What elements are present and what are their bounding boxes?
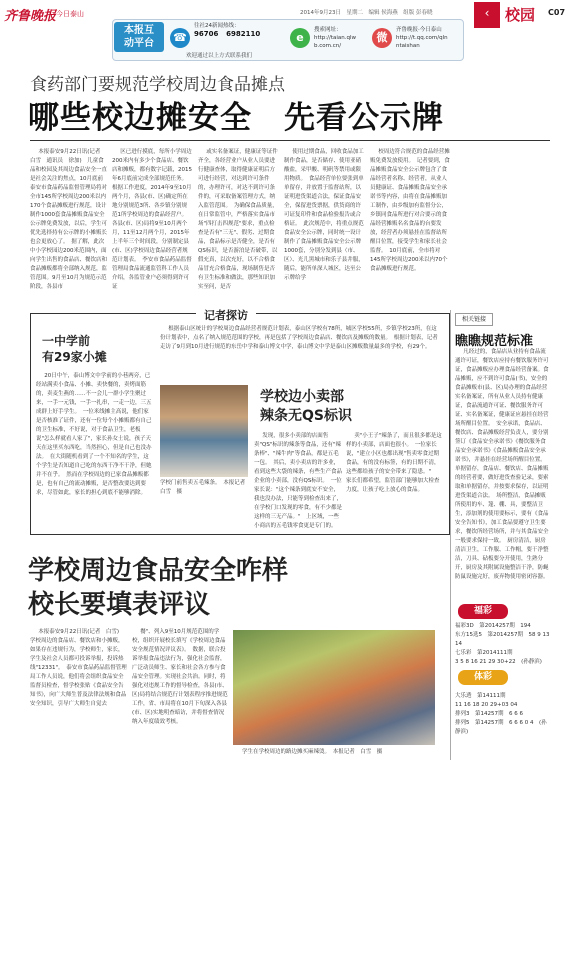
divider — [30, 140, 550, 141]
weibo-url-line2[interactable]: ntaishan — [396, 43, 420, 49]
photo1-caption: 学校门前售卖五毛辣条。 本报记者 白雪 摄 — [160, 480, 251, 495]
edition-name: 今日泰山 — [56, 10, 84, 18]
newspaper-logo: 齐鲁晚报 — [4, 9, 57, 24]
hotline-number-2: 6982110 — [226, 30, 261, 38]
article1-column-2-text: 区已进行摸底，每所小学周边200米内有多少个食品店、餐饮店和摊贩，都有数字记载，2015年6月底前完成全部规范任务。 根据工作进度，2014年9至10月两个月，各县(市、区)确定所在地分别规范3所、各乡镇分别规范1所学校周边的食品经营户。各县(市、区)局将9至10月两个月，11至12月两个月，2015年上半年三个时间段，分别制定县(市、区)学校周边食品经营者规范计划表。 李安市食品药品监督管理局食品流通监管科工作人员介绍，各监管业户必须得到许可证 — [112, 149, 192, 290]
article1-column-3 — [198, 148, 278, 304]
article1-column-5-text: 校周边符合规范的食品经营摊贩免费发放使用。 记者要到，食品摊贩食品安全公示牌包含了食品经营者名称、经营者，从业人员健康证、食品摊贩食品安全承诺书等内容，由将在食品摊贩加工制作，由乡级加有监督分公，乡镇同食品所进行对合要示的食品经营摊贩名名食品的台要发放，经营者办须悬挂在监督站所醒目位置，接受学生和家长社会监督。 10月底前，全市将对145所学校周边200米以内70个食品摊贩进行规范。 — [370, 149, 450, 272]
weibo-icon: 微 — [372, 28, 392, 48]
article2-column-1 — [30, 628, 128, 760]
related-links-tab: 相关链接 — [455, 313, 493, 326]
sidebar-text-body: 凡经过的，食品店从业持有食品流通许可证，餐饮店应持有餐饮服务许可证，食品摊贩应办理食品经营备案。食品摊贩，应不到许可食品(书)，安全的食品摊贩市(县、区)局办理的食品经营实名备案证，所有从业人员持有健康证，食品流通许可证、餐饮服务许可证、实名备案证，健康证应悬挂在经营场所醒目位置。 安全承诺，食品店、餐饮店、食品摊贩经营负责人，要分别签订《食品安全承诺书》《餐饮服务食品安全承诺书》《食品摊贩食品安全承诺书》，并悬挂在经营场所醒目位置。 单据留存，食品店、餐饮店、食品摊贩的经营者要，做好进货查验记录，要索取和单据留存，并按要求保存，以证明进货渠道合法。 场所整洁，食品摊贩所使用的车、篷、棚、具，要整洁卫生，添加剂的使用要标示，要有《食品安全告知书》，加工食品要遵守卫生要求，餐饮所经营场所，并与其食品安全一般要求保持一致。 厨房清洁，厨房清洁卫生，工作服、工作帽，要干净整洁，刀具、砧板要分开使用，生熟分开，厨房及其附属设施整洁干净，防蝇防鼠设施完好，废弃物使用密闭容器。 — [455, 349, 549, 580]
box-subcolumn-1-text: 发现，很多小卖部的店面售卖"QS"标识的辣条等食品，还有"辣条棒"、"辣牛肉"等食品，都是五毛一包。 其后，卖小卖店的许多业，看到这些大袋的辣条，有些生产食品企业的小卖部，没有QS标识。 一位家长说："这个辣条到底安不安全，我也没办法，只能等到检查出来了，在学校门口发现的零食，有不少都是这样的三无产品。" 上区域，一些小商店的五毛钱零食更是专门的。 — [254, 433, 342, 528]
article1-column-5 — [370, 148, 450, 304]
box-column-1-text: 20日中午，泰山博文中学前的小巷两旁，已经站满卖小食品、小摊、卖快餐的，卖烤面筋的，卖麦生燕的……不一会儿一群小学生聚过来，一手一元钱，一手一扎串，一走一边，三五成群上好手学生。 一位米线摊主高说，他们家是否核准了证件，还有一位每个小摊贩都有自己的卫生标准，不好说，对于食品卫生，老板说"怎么样就看人家了"，家长孙女士说，孩子天天在这里买东西吃，当然担心，但是自己也没办法。 在大街随机看到了一个不知名的学生，这个学生是否知道自己吃的东西干净不干净，但她并不在乎。 然而在学校周边的已家食品摊贩都是，也有自己的流动摊贩，是否整改要达到要求，尽管如此，家长的担心到底不能够消除。 — [36, 373, 152, 496]
search-label: 搜索网址： — [314, 27, 342, 33]
box-column-title-line2: 有29家小摊 — [42, 350, 107, 364]
article1-column-1-text: 本报泰安9月22日讯(记者 白雪 通讯员 徐加) 儿童食品和校园及其周边食品安全一直是社会关注的焦点，10月底前泰安市食品药品监督管理局将对全市145所学校周边200米以内170个食品摊贩进行规范，设计制作1000套食品摊贩食品安全公示牌免费发放，以后，学生可优先选择持有公示牌的小摊贩长也会更放心了。 据了解，此次中小学校园边200米范围内，面向学生出售的食品店、餐饮店和食品摊贩都将全部纳入规范，监管范围。9月至10月为规范示范阶段，各县市 — [30, 149, 107, 290]
welfare-lottery-logo: 福彩 — [458, 604, 508, 619]
article1-column-2 — [112, 148, 192, 304]
box-subcolumn-2 — [346, 432, 442, 528]
chevron-left-icon: ‹ — [484, 6, 490, 20]
article2-headline-line2: 校长要填表评议 — [28, 590, 211, 620]
article1-kicker: 食药部门要规范学校周边食品摊点 — [30, 75, 285, 95]
article2-headline — [28, 554, 288, 622]
lottery2-line4: 排列5 第14257期 6 6 6 0 4 (孙静滨) — [455, 720, 547, 735]
sidebar-title: 瞧瞧规范标准 — [455, 334, 534, 349]
article2-column-1-text: 本报泰安9月22日讯(记者 白雪) 学校周边的食品店、餐饮店和小摊贩，如果存在违规行为，学校师生，家长，学生及社会人员都可投诉举报，投诉热线"12331"。 泰安市食品药品监督管理局工作人员说，他们将会组织食品安全监督员检查，督学校张贴《食品安全告知书》，向广大师生普及法律法规和食品安全知识，引导广大师生自觉去 — [30, 629, 127, 707]
weibo-block — [396, 26, 448, 50]
platform-footer: 欢迎通过以上方式联系我们 — [186, 53, 253, 59]
box-subhead-line2: 辣条无QS标识 — [260, 408, 352, 424]
article1-column-3-text: 或实名备案证，健康证等证件齐全，各经营业户从业人员要进行健康查体，取得健康证明后方可进行经营，对达到许可条件的，办理许可，对达不到许可条件的，可采取备案管理方式，纳入监管范围。 为确保食品质量，在日常监管中，严格落实食品市场"四打击四规范"要求，重点检查是否有"三无"、假劣、过期食品，食品标示是否健全，是否有QS标识，是否游泊是否破带，以假充真，以次充好，以不合格食品冒充合格食品，现场制售是否有卫生标准和做法，那些知识加实至问，是否 — [198, 149, 278, 290]
box-lead — [160, 325, 442, 381]
search-url-block — [314, 26, 356, 50]
page-number: C07 — [548, 8, 566, 17]
phone-icon: ☎ — [170, 28, 190, 48]
box-lead-text: 根据泰山区统计的学校周边食品经营者规范计划表，泰山区学校有78所，城区学校55所，乡镇学校23所，在这份计划表中，点名了纳入规范范围的学校，再是包括了学校周边食品店、餐饮店及摊贩的数量。 根据计划表，记者走访了9月到10月进行规范的东岳中学和泰山博文中学，泰山博文中学是泰山区摊贩数量最多的学校，有29个。 — [160, 326, 438, 350]
article1-column-6 — [456, 148, 548, 304]
article2-column-2-text: 餐"、列入9至10月规范范围的学校，组织开展校长填写《学校周边食品安全规范情况评议表》。 数据，联合投诉举报食品违法行为，强化社会监督，广泛动员师生、家长和社会各方参与食品安全管理。实现社会共治。同时，将强化对违规工作的督导检查，各县(市、区)局将结合规范行计划表程序推进规范工作，省、市局将在10月下旬深入各县(市、区)实地明查暗访，并将督查情况纳入年度绩效考核。 — [132, 629, 228, 725]
lottery2-line1: 大乐透 第14111期 — [455, 693, 506, 699]
search-url-line2[interactable]: b.com.cn/ — [314, 43, 342, 49]
box-subhead-line1: 学校边小卖部 — [260, 389, 344, 405]
lottery2-line2: 11 16 18 20 29+03 04 — [455, 702, 518, 708]
browser-e-icon: e — [290, 28, 310, 48]
article2-column-2 — [132, 628, 228, 760]
box-column-title-line1: 一中学前 — [42, 334, 91, 348]
lottery1-line4: 3 5 8 16 21 29 30+22 (孙静滨) — [455, 659, 542, 665]
search-url-line1[interactable]: http://taian.qlw — [314, 35, 357, 41]
platform-title-line1: 本报互 — [124, 25, 154, 36]
dateline: 2014年9月23日 星期二 编辑 侯海燕 组版 彭春晓 — [300, 10, 433, 16]
article1-column-1 — [30, 148, 107, 304]
box-subcolumn-2-text: 卖"小王子"辣条了，而且很多都是这样的小卖部，店面也很小。 一位家长说，"建立小区也都出现"售卖零食过期食品，有的没有标签，有的日期不清，这些都给孩子的安全带来了隐患。" 家长们都希望，监管部门能够加大检查力度，让孩子吃上放心的食品。 — [346, 433, 442, 493]
section-title: 校园 — [505, 6, 536, 24]
hotline-number-1: 96706 — [194, 30, 219, 38]
platform-title — [114, 22, 164, 52]
box-column-title — [42, 333, 107, 365]
photo-spicy-strips — [160, 385, 248, 477]
hotline-label: 往社24新闻热线： — [194, 23, 240, 29]
box-subhead — [260, 388, 352, 426]
lottery1-line1: 福彩3D 第2014257期 194 — [455, 623, 531, 629]
lottery2-line3: 排列3 第14257期 6 6 6 — [455, 711, 523, 717]
sidebar-text — [455, 348, 550, 594]
sports-lottery-results — [455, 692, 550, 737]
sports-lottery-logo: 体彩 — [458, 670, 508, 685]
photo2-caption: 学生在学校周边的路边摊买麻辣烫。 本报记者 白雪 摄 — [242, 749, 383, 755]
weibo-url-line1[interactable]: http://t.qq.com/qln — [396, 35, 448, 41]
sidebar-divider — [450, 310, 451, 760]
platform-title-line2: 动平台 — [124, 38, 154, 49]
welfare-lottery-results — [455, 622, 550, 667]
box-subcolumn-1 — [254, 432, 342, 528]
photo-roadside-stall — [233, 630, 435, 745]
article1-headline: 哪些校边摊安全 先看公示牌 — [28, 100, 444, 136]
lottery1-line2: 东方15选5 第2014257期 58 9 13 14 — [455, 632, 550, 647]
lottery1-line3: 七乐彩 第2014111期 — [455, 650, 513, 656]
weibo-label: 齐鲁晚报·今日泰山 — [396, 27, 442, 33]
box-title: 记者探访 — [196, 307, 256, 323]
hotline-block — [194, 22, 260, 39]
article1-column-4 — [284, 148, 364, 304]
article2-headline-line1: 学校周边食品安全咋样 — [28, 556, 289, 586]
box-column-1 — [36, 372, 154, 528]
article1-column-4-text: 使用过期食品，回收食品加工制作食品，是否储存、使用亚硝酸盐，采甲酸、明矾等禁用或限用物质。 食品经营单位要张到单单留存，并放置于监督站所，以证明进货渠道合法，保证食品安全，保留进货票据，供货商的许可证复印件和食品检验报告或合格证。 此次规范中，将重点规范食品安全公示牌，同时统一设计制作了食品摊贩食品安全公示牌1000套，分别分发到县（市、区）、光儿黑城市和乐子县井服，随后，能所单深人城区，达至公示牌给学 — [284, 149, 364, 281]
